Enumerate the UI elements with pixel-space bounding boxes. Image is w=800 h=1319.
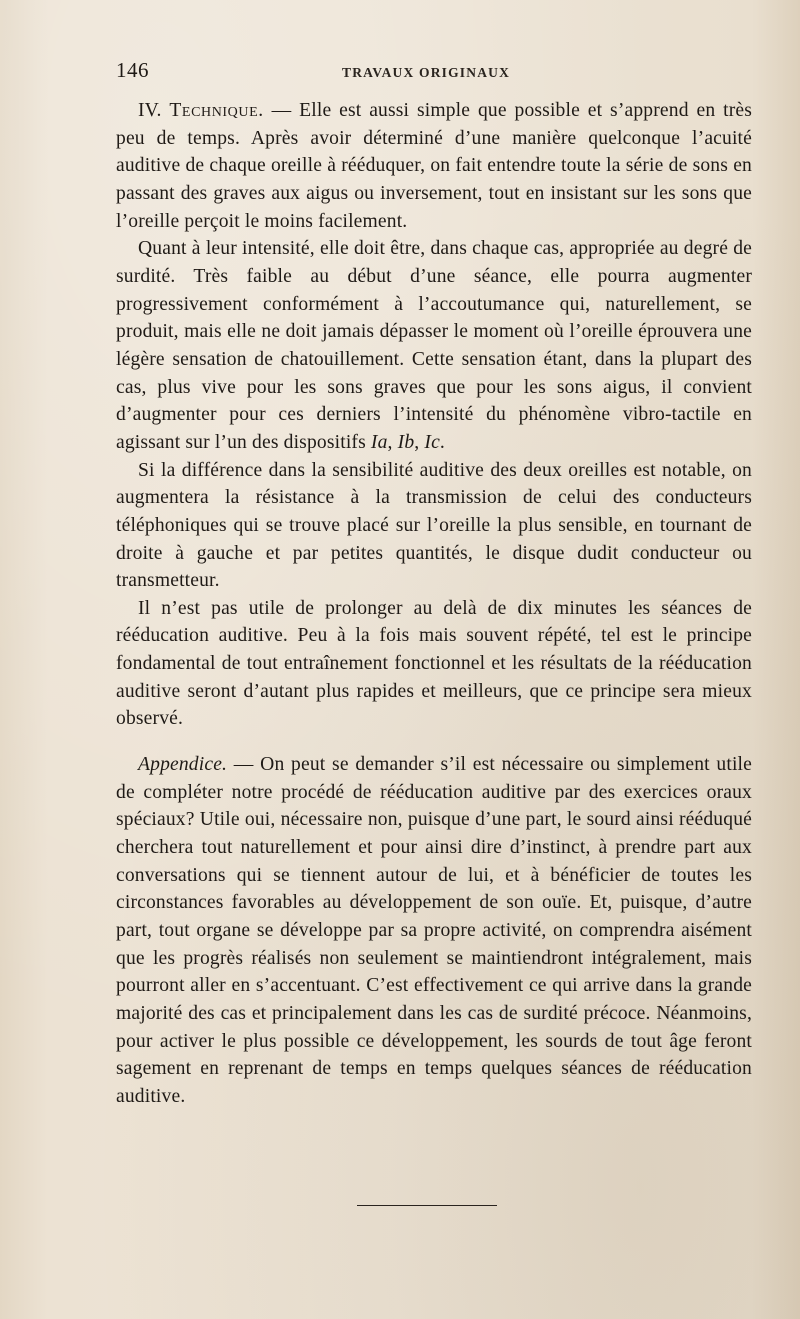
section-dash: — — [263, 100, 300, 121]
page-number: 146 — [116, 58, 149, 82]
paragraph-text: Quant à leur intensité, elle doit être, dans chaque cas, appropriée au degré de surdité. Très faible au début d’une séance, elle pourra augmenter progressivement conformément à l’accoutumance qui, naturellement, se produit, mais elle ne doit jamais dépasser le moment où l’oreille éprouvera une légère sensation de chatouillement. Cette sensation étant, dans la plupart des cas, plus vive pour les sons graves que pour les sons aigus, il convient d’augmenter pour ces derniers l’intensité du phénomène vibro-tactile en agissant sur l’un des dispositifs — [116, 238, 752, 453]
appendix-text: On peut se demander s’il est nécessaire ou simplement utile de compléter notre procédé de rééducation auditive par des exercices oraux spéciaux? Utile oui, nécessaire non, puisque d’une part, le sourd ainsi rééduqué cherchera tout naturellement et pour ainsi dire d’instinct, à prendre part aux conversations qui se tiennent autour de lui, et à bénéficier de toutes les circonstances favorables au développement de son ouïe. Et, puisque, d’autre part, tout organe se développe par sa propre activité, on comprendra aisément que les progrès réalisés non seulement se maintiendront intégralement, mais pourront aller en s’accentuant. C’est effectivement ce qui arrive dans la grande majorité des cas et principalement dans les cas de surdité précoce. Néanmoins, pour activer le plus possible ce développement, les sourds de tout âge feront sagement en reprenant de temps en temps quelques séances de rééducation auditive. — [116, 754, 752, 1107]
closing-rule — [357, 1205, 497, 1206]
appendix-heading: Appendice. — [138, 754, 228, 776]
section-heading: Technique. — [169, 100, 264, 121]
paragraph-intensite: Quant à leur intensité, elle doit être, dans chaque cas, appropriée au degré de surdité. Très faible au début d’une séance, elle pourra augmenter progressivement conformément à l’accoutumance qui, naturellement, se produit, mais elle ne doit jamais dépasser le moment où l’oreille éprouvera une légère sensation de chatouillement. Cette sensation étant, dans la plupart des cas, plus vive pour les sons graves que pour les sons aigus, il convient d’augmenter pour ces derniers l’intensité du phénomène vibro-tactile en agissant sur l’un des dispositifs Ia, Ib, Ic. — [116, 238, 752, 453]
section-number: IV. — [138, 100, 162, 121]
section-text: Elle est aussi simple que possible et s’apprend en très peu de temps. Après avoir déterminé d’une manière quelconque l’acuité auditive de chaque oreille à rééduquer, on fait entendre toute la série de sons en passant des graves aux aigus ou inversement, tout en insistant sur les sons que l’oreille perçoit le moins facilement. — [116, 100, 752, 232]
paragraph-duree: Il n’est pas utile de prolonger au delà de dix minutes les séances de rééducation auditive. Peu à la fois mais souvent répété, tel est le principe fondamental de tout entraînement fonctionnel et les résultats de la rééducation auditive seront d’autant plus rapides et meilleurs, que ce principe sera mieux observé. — [116, 597, 752, 730]
main-text — [116, 97, 752, 1111]
paragraph-technique — [116, 97, 752, 235]
device-label-ic: Ic — [424, 431, 440, 453]
page-header — [116, 58, 752, 88]
device-label-ib: Ib — [397, 431, 415, 453]
device-label-ia: Ia — [370, 431, 388, 453]
paragraph-difference: Si la différence dans la sensibilité auditive des deux oreilles est notable, on augmentera la résistance à la transmission de celui des conducteurs téléphoniques qui se trouve placé sur l’oreille la plus sensible, en tournant de droite à gauche et par petites quantités, le disque dudit conducteur ou transmetteur. — [116, 459, 752, 592]
running-title: TRAVAUX ORIGINAUX — [342, 65, 511, 80]
appendix-dash: — — [227, 754, 261, 776]
paragraph-appendice — [116, 751, 752, 1111]
